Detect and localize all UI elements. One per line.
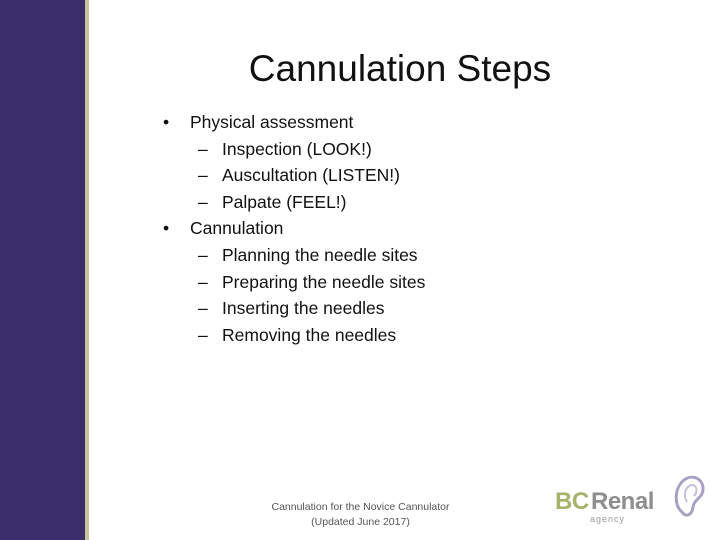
bullet-text: Cannulation <box>190 218 284 239</box>
slide-footer <box>258 500 463 530</box>
sub-bullet-text: Palpate (FEEL!) <box>222 191 347 212</box>
sub-bullet-text: Inspection (LOOK!) <box>222 138 372 159</box>
ear-icon <box>670 472 708 522</box>
logo-bc-text: BC <box>555 488 589 515</box>
sub-bullet-item <box>160 269 660 296</box>
sidebar-edge-stripe <box>85 0 89 540</box>
sub-bullet-item <box>160 136 660 163</box>
sub-bullet-mark: – <box>198 324 208 345</box>
bullet-item <box>160 215 660 242</box>
logo-agency-text: agency <box>590 514 626 524</box>
sub-bullet-text: Inserting the needles <box>222 298 385 319</box>
logo-renal-text: Renal <box>591 488 654 515</box>
sub-bullet-item <box>160 162 660 189</box>
sub-bullet-item <box>160 189 660 216</box>
sidebar-band <box>0 0 85 540</box>
sub-bullet-mark: – <box>198 271 208 292</box>
sub-bullet-item <box>160 322 660 349</box>
footer-line-date: (Updated June 2017) <box>311 516 410 528</box>
bullet-text: Physical assessment <box>190 112 354 132</box>
sub-bullet-mark: – <box>198 191 208 212</box>
sub-bullet-text: Removing the needles <box>222 324 397 345</box>
bc-renal-logo <box>552 470 710 530</box>
sub-bullet-item <box>160 295 660 322</box>
sub-bullet-text: Planning the needle sites <box>222 244 418 265</box>
sub-bullet-text: Preparing the needle sites <box>222 271 426 292</box>
sub-bullet-item <box>160 242 660 269</box>
bullet-item <box>160 109 660 136</box>
bullet-mark: • <box>163 218 170 239</box>
sub-bullet-mark: – <box>198 138 208 159</box>
bullet-list <box>160 109 660 348</box>
sub-bullet-text: Auscultation (LISTEN!) <box>222 165 400 186</box>
sub-bullet-mark: – <box>198 165 208 186</box>
slide-title: Cannulation Steps <box>248 48 552 89</box>
sub-bullet-mark: – <box>198 298 208 319</box>
footer-line-title: Cannulation for the Novice Cannulator <box>271 501 450 513</box>
sub-bullet-mark: – <box>198 244 208 265</box>
bullet-mark: • <box>163 112 170 132</box>
